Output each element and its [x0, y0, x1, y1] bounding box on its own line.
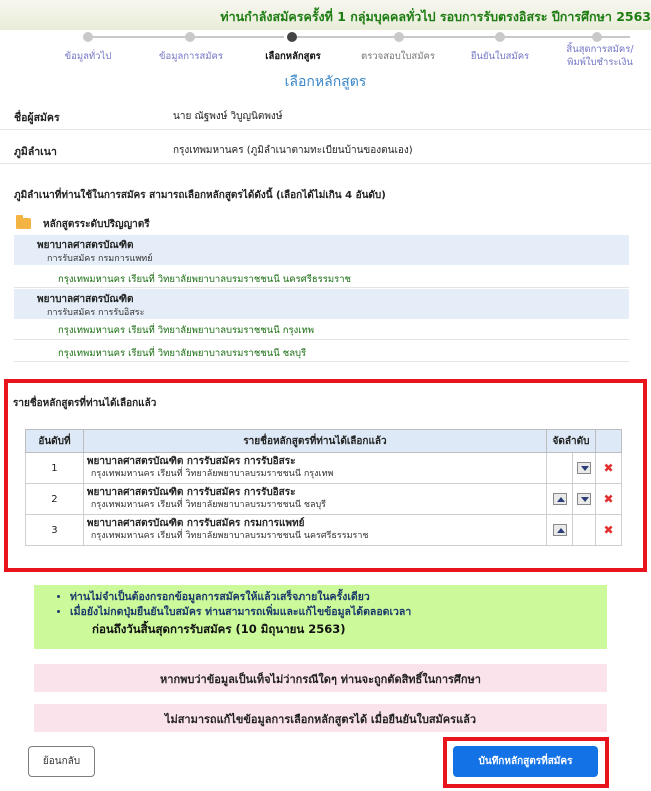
course-group: [14, 289, 629, 319]
info-notice-item: • ท่านไม่จำเป็นต้องกรอกข้อมูลการสมัครให้แล้วเสร็จภายในครั้งเดียว: [70, 590, 411, 605]
warning-notice-false-data: หากพบว่าข้อมูลเป็นเท็จไม่ว่ากรณีใดๆ ท่านจะถูกตัดสิทธิ์ในการศึกษา: [34, 664, 607, 692]
course-group-title: พยาบาลศาสตรบัณฑิต: [37, 294, 134, 305]
course-cell: [83, 453, 546, 484]
delete-cell: [596, 484, 622, 515]
domicile-label: ภูมิลำเนา: [14, 146, 57, 158]
step-dot-application: [185, 32, 195, 42]
course-cell: [83, 484, 546, 515]
domicile-row: [0, 134, 651, 164]
step-general[interactable]: ข้อมูลทั่วไป: [64, 51, 112, 62]
rank-cell: 3: [26, 515, 84, 546]
move-up-cell: [547, 484, 573, 515]
rank-cell: 2: [26, 484, 84, 515]
campus-option[interactable]: กรุงเทพมหานคร เรียนที่ วิทยาลัยพยาบาลบรมราชชนนี ชลบุรี: [58, 348, 307, 359]
divider: [14, 287, 629, 288]
col-rank-header: อันดับที่: [26, 430, 84, 453]
step-finish-label-2: พิมพ์ใบชำระเงิน: [567, 57, 633, 68]
selection-instruction: ภูมิลำเนาที่ท่านใช้ในการสมัคร สามารถเลือกหลักสูตรได้ดังนี้ (เลือกได้ไม่เกิน 4 อันดับ): [14, 190, 386, 201]
col-delete-header: [596, 430, 622, 453]
delete-cell: [596, 515, 622, 546]
info-notice: [34, 585, 607, 649]
step-application[interactable]: ข้อมูลการสมัคร: [159, 51, 223, 62]
progress-stepper: [0, 28, 651, 76]
delete-icon[interactable]: ✖: [603, 522, 614, 537]
move-down-icon[interactable]: [577, 462, 591, 474]
course-campus: กรุงเทพมหานคร เรียนที่ วิทยาลัยพยาบาลบรมราชชนนี นครศรีธรรมราช: [90, 531, 369, 541]
deadline-text: ก่อนถึงวันสิ้นสุดการรับสมัคร (10 มิถุนายน 2563): [92, 622, 346, 636]
move-down-cell: [573, 515, 596, 546]
course-name: พยาบาลศาสตรบัณฑิต การรับสมัคร การรับอิสระ: [86, 456, 296, 467]
folder-open-icon: [16, 218, 31, 229]
info-notice-list: [58, 590, 411, 620]
step-dot-confirm: [495, 32, 505, 42]
move-down-cell: [573, 484, 596, 515]
selected-courses-table: [25, 429, 622, 546]
course-name: พยาบาลศาสตรบัณฑิต การรับสมัคร กรมการแพทย์: [86, 518, 305, 529]
applicant-name-value: นาย ณัฐพงษ์ วิบูญนิตพงษ์: [173, 111, 283, 122]
course-group: [14, 235, 629, 265]
table-row: [26, 484, 622, 515]
campus-option[interactable]: กรุงเทพมหานคร เรียนที่ วิทยาลัยพยาบาลบรมราชชนนี นครศรีธรรมราช: [58, 274, 351, 285]
info-notice-item: • เมื่อยังไม่กดปุ่มยืนยันใบสมัคร ท่านสามารถเพิ่มและแก้ไขข้อมูลได้ตลอดเวลา: [70, 605, 411, 620]
course-group-title: พยาบาลศาสตรบัณฑิต: [37, 240, 134, 251]
course-campus: กรุงเทพมหานคร เรียนที่ วิทยาลัยพยาบาลบรมราชชนนี กรุงเทพ: [90, 469, 334, 479]
table-row: [26, 453, 622, 484]
step-dot-review: [394, 32, 404, 42]
course-cell: [83, 515, 546, 546]
move-up-cell: [547, 515, 573, 546]
col-course-header: รายชื่อหลักสูตรที่ท่านได้เลือกแล้ว: [83, 430, 546, 453]
move-down-icon[interactable]: [577, 493, 591, 505]
divider: [14, 339, 629, 340]
applicant-name-label: ชื่อผู้สมัคร: [14, 112, 60, 124]
page-title: เลือกหลักสูตร: [284, 74, 367, 90]
step-confirm[interactable]: ยืนยันใบสมัคร: [470, 51, 530, 62]
step-dot-select-course: [287, 32, 297, 42]
domicile-value: กรุงเทพมหานคร (ภูมิลำเนาตามทะเบียนบ้านของตนเอง): [173, 145, 413, 156]
step-finish[interactable]: [556, 43, 644, 69]
stepper-line-pending: [290, 36, 630, 38]
move-up-cell: [547, 453, 573, 484]
delete-icon[interactable]: ✖: [603, 460, 614, 475]
move-up-icon[interactable]: [553, 524, 567, 536]
step-review: ตรวจสอบใบสมัคร: [361, 51, 435, 62]
step-select-course: เลือกหลักสูตร: [265, 51, 321, 62]
course-campus: กรุงเทพมหานคร เรียนที่ วิทยาลัยพยาบาลบรมราชชนนี ชลบุรี: [90, 500, 327, 510]
col-order-header: จัดลำดับ: [547, 430, 596, 453]
step-dot-general: [83, 32, 93, 42]
move-up-icon[interactable]: [553, 493, 567, 505]
warning-notice-no-edit: ไม่สามารถแก้ไขข้อมูลการเลือกหลักสูตรได้ เมื่อยืนยันใบสมัครแล้ว: [34, 704, 607, 732]
course-group-subtitle: การรับสมัคร การรับอิสระ: [47, 308, 145, 318]
rank-cell: 1: [26, 453, 84, 484]
top-banner: [0, 0, 651, 30]
delete-icon[interactable]: ✖: [603, 491, 614, 506]
step-finish-label-1: สิ้นสุดการสมัคร/: [566, 44, 634, 55]
applicant-name-row: [0, 100, 651, 130]
table-row: [26, 515, 622, 546]
step-dot-finish: [592, 32, 602, 42]
selected-courses-title: รายชื่อหลักสูตรที่ท่านได้เลือกแล้ว: [13, 398, 157, 409]
course-level-label: หลักสูตรระดับปริญญาตรี: [43, 219, 150, 230]
course-group-subtitle: การรับสมัคร กรมการแพทย์: [47, 254, 153, 264]
save-courses-button[interactable]: บันทึกหลักสูตรที่สมัคร: [453, 746, 598, 777]
delete-cell: [596, 453, 622, 484]
application-status-title: ท่านกำลังสมัครครั้งที่ 1 กลุ่มบุคคลทั่วไป รอบการรับตรงอิสระ ปีการศึกษา 2563: [220, 9, 651, 24]
back-button[interactable]: ย้อนกลับ: [28, 746, 95, 777]
course-name: พยาบาลศาสตรบัณฑิต การรับสมัคร การรับอิสระ: [86, 487, 296, 498]
campus-option[interactable]: กรุงเทพมหานคร เรียนที่ วิทยาลัยพยาบาลบรมราชชนนี กรุงเทพ: [58, 325, 315, 336]
divider: [14, 361, 629, 362]
table-header-row: [26, 430, 622, 453]
move-down-cell: [573, 453, 596, 484]
